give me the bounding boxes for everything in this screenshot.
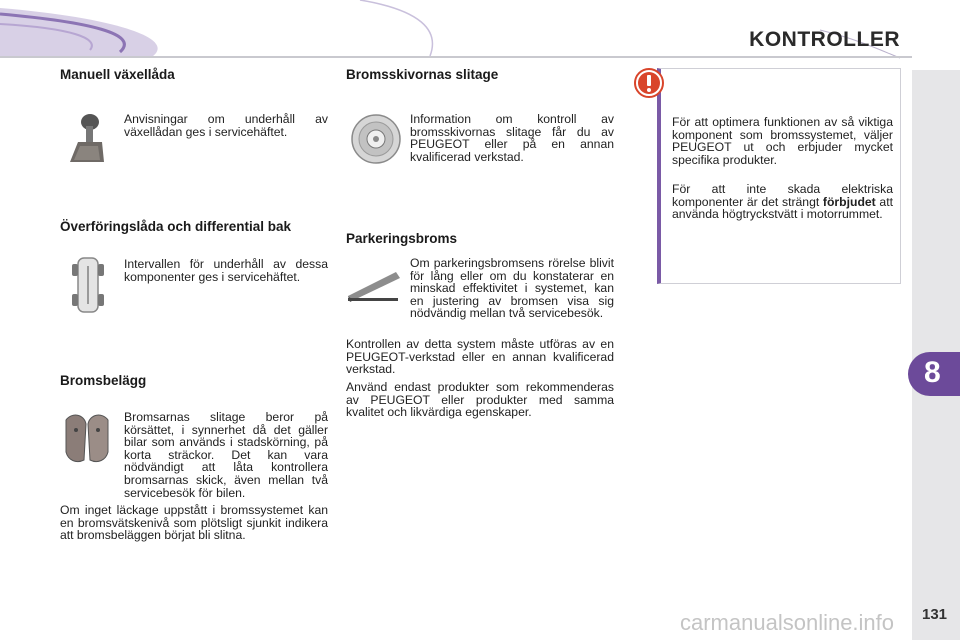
warning-exclamation-icon	[634, 68, 664, 98]
manual-gearbox-text: Anvisningar om underhåll av växellådan ges i servicehäftet.	[124, 112, 328, 139]
brake-discs-text: Information om kontroll av bromsskivornas slitage får du av PEUGEOT eller på en annan kvalificerad verkstad.	[410, 112, 614, 164]
brake-pads-icon	[62, 410, 112, 466]
warning-text-1: För att optimera funktionen av så viktiga komponent som bromssystemet, väljer PEUGEOT ut och erbjuder mycket specifika produkter.	[672, 115, 893, 167]
section-title-parking-brake: Parkeringsbroms	[346, 231, 458, 246]
warning-text-2-pre: För att inte skada elektriska komponenter är det strängt	[672, 182, 893, 209]
parking-brake-text-3: Använd endast produkter som rekommenderas av PEUGEOT eller produkter med samma kvalitet och likvärdiga egenskaper.	[346, 380, 614, 420]
brake-pads-text-1: Bromsarnas slitage beror på körsättet, i synnerhet då det gäller bilar som används i stadskörning, på korta sträckor. Det kan vara nödvändigt att låta kontrollera bromsarnas skick, även mellan två servicebesök för bilen.	[124, 410, 328, 500]
transfer-box-text: Intervallen för underhåll av dessa komponenter ges i servicehäftet.	[124, 257, 328, 284]
warning-text-2-post: att använda högtryckstvätt i motorrummet.	[672, 194, 893, 222]
watermark: carmanualsonline.info	[680, 610, 895, 635]
section-title-transfer-box: Överföringslåda och differential bak	[60, 219, 292, 234]
brake-disc-icon	[350, 112, 402, 166]
car-chassis-icon	[70, 256, 106, 314]
parking-brake-text-1: Om parkeringsbromsens rörelse blivit för lång eller om du konstaterar en minskad effektivitet i systemet, kan en justering av bromsen visa sig nödvändig mellan två servicebesök.	[410, 256, 614, 321]
section-title-brake-pads: Bromsbelägg	[60, 373, 147, 388]
section-title-brake-discs: Bromsskivornas slitage	[346, 67, 499, 82]
parking-brake-text-2: Kontrollen av detta system måste utföras av en PEUGEOT-verkstad eller en annan kvalificerad verkstad.	[346, 337, 614, 377]
brake-pads-text-2: Om inget läckage uppstått i bromssystemet kan en bromsvätskenivå som plötsligt sjunkit indikera att bromsbeläggen börjat bli slitna.	[60, 503, 328, 543]
parking-brake-lever-icon	[346, 268, 402, 304]
warning-text-2	[672, 183, 893, 221]
section-title-manual-gearbox: Manuell växellåda	[60, 67, 175, 82]
page-title: KONTROLLER	[749, 28, 900, 51]
page-number: 131	[922, 606, 948, 623]
chapter-number: 8	[924, 356, 941, 389]
warning-text-2-bold: förbjudet	[822, 194, 876, 209]
header-rule	[0, 56, 912, 58]
gear-lever-icon	[64, 112, 108, 166]
warning-box	[657, 68, 901, 284]
